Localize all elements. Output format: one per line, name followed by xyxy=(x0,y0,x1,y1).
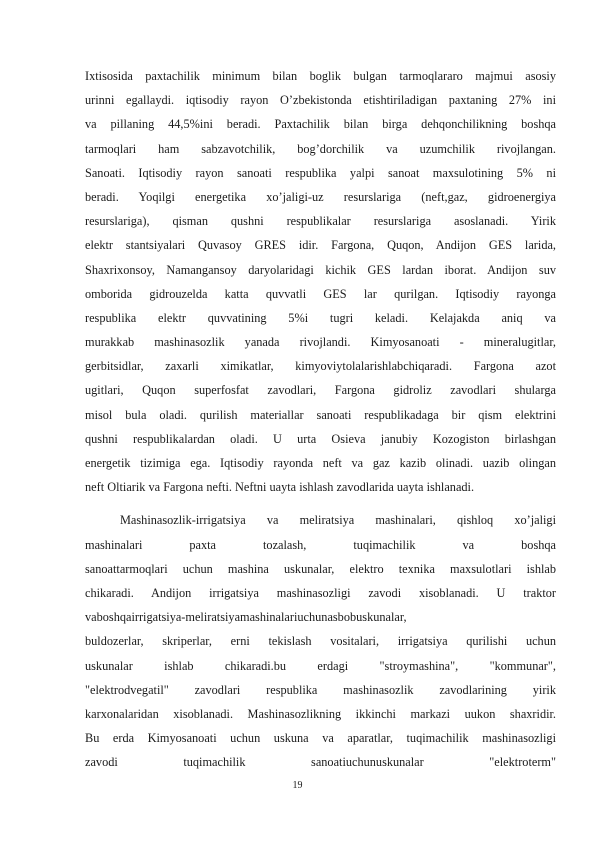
text-line: uskunalar ishlab chikaradi.bu erdagi "stroymashina", "kommunar", xyxy=(85,658,556,673)
text-line: neft Oltiarik va Fargona nefti. Neftni uayta ishlash zavodlarida uayta ishlanadi. xyxy=(85,480,475,495)
body-text xyxy=(85,64,556,774)
text-line: misol bula oladi. qurilish materiallar sanoati respublikadaga bir qism elektrini xyxy=(85,407,556,422)
text-line: qushni respublikalardan oladi. U urta Osieva janubiy Kozogiston birlashgan xyxy=(85,431,556,446)
text-line: Bu erda Kimyosanoati uchun uskuna va aparatlar, tuqimachilik mashinasozligi xyxy=(85,731,556,746)
text-line: karxonalaridan xisoblanadi. Mashinasozlikning ikkinchi markazi uukon shaxridir. xyxy=(85,706,556,721)
text-line: omborida gidrouzelda katta quvvatli GES lar qurilgan. Iqtisodiy rayonga xyxy=(85,286,556,301)
text-line: Shaxrixonsoy, Namangansoy daryolaridagi kichik GES lardan iborat. Andijon suv xyxy=(85,262,556,277)
text-line: Ixtisosida paxtachilik minimum bilan boglik bulgan tarmoqlararo majmui asosiy xyxy=(85,69,556,83)
text-line: Sanoati. Iqtisodiy rayon sanoati respublika yalpi sanoat maxsulotining 5% ni xyxy=(85,165,556,180)
text-line: zavodi tuqimachilik sanoatiuchunuskunalar "elektroterm" xyxy=(85,755,556,770)
text-line: murakkab mashinasozlik yanada rivojlandi. Kimyosanoati - mineralugitlar, xyxy=(85,335,556,350)
text-line: tarmoqlari ham sabzavotchilik, bog’dorchilik va uzumchilik rivojlangan. xyxy=(85,141,556,156)
text-line: sanoattarmoqlari uchun mashina uskunalar, elektro texnika maxsulotlari ishlab xyxy=(85,561,556,576)
text-line: elektr stantsiyalari Quvasoy GRES idir. Fargona, Quqon, Andijon GES larida, xyxy=(85,238,556,253)
text-line: beradi. Yoqilgi energetika xo’jaligi-uz resurslariga (neft,gaz, gidroenergiya xyxy=(85,189,556,204)
text-line: chikaradi. Andijon irrigatsiya mashinasozligi zavodi xisoblanadi. U traktor xyxy=(85,585,556,600)
text-line: mashinalari paxta tozalash, tuqimachilik va boshqa xyxy=(85,537,556,552)
paragraph-1 xyxy=(85,64,556,499)
text-line: respublika elektr quvvatining 5%i tugri keladi. Kelajakda aniq va xyxy=(85,310,556,325)
page-number: 19 xyxy=(292,780,303,791)
text-line: va pillaning 44,5%ini beradi. Paxtachilik bilan birga dehqonchilikning boshqa xyxy=(85,117,556,132)
text-line: gerbitsidlar, zaxarli ximikatlar, kimyoviytolalarishlabchiqaradi. Fargona azot xyxy=(85,359,556,374)
text-line: buldozerlar, skriperlar, erni tekislash vositalari, irrigatsiya qurilishi uchun xyxy=(85,634,556,649)
text-line: urinni egallaydi. iqtisodiy rayon O’zbekistonda etishtiriladigan paxtaning 27% ini xyxy=(85,93,556,108)
text-line: Mashinasozlik-irrigatsiya va meliratsiya mashinalari, qishloq xo’jaligi xyxy=(120,513,556,528)
text-line: ugitlari, Quqon superfosfat zavodlari, Fargona gidroliz zavodlari shularga xyxy=(85,383,556,398)
paragraph-gap xyxy=(85,499,556,508)
text-line: "elektrodvegatil" zavodlari respublika mashinasozlik zavodlarining yirik xyxy=(85,682,556,697)
paragraph-2 xyxy=(85,508,556,774)
text-line: vaboshqairrigatsiya-meliratsiyamashinalariuchunasbobuskunalar, xyxy=(85,610,407,625)
text-line: resurslariga), qisman qushni respublikalar resurslariga asoslanadi. Yirik xyxy=(85,214,556,229)
text-line: energetik tizimiga ega. Iqtisodiy rayonda neft va gaz kazib olinadi. uazib olingan xyxy=(85,456,556,470)
